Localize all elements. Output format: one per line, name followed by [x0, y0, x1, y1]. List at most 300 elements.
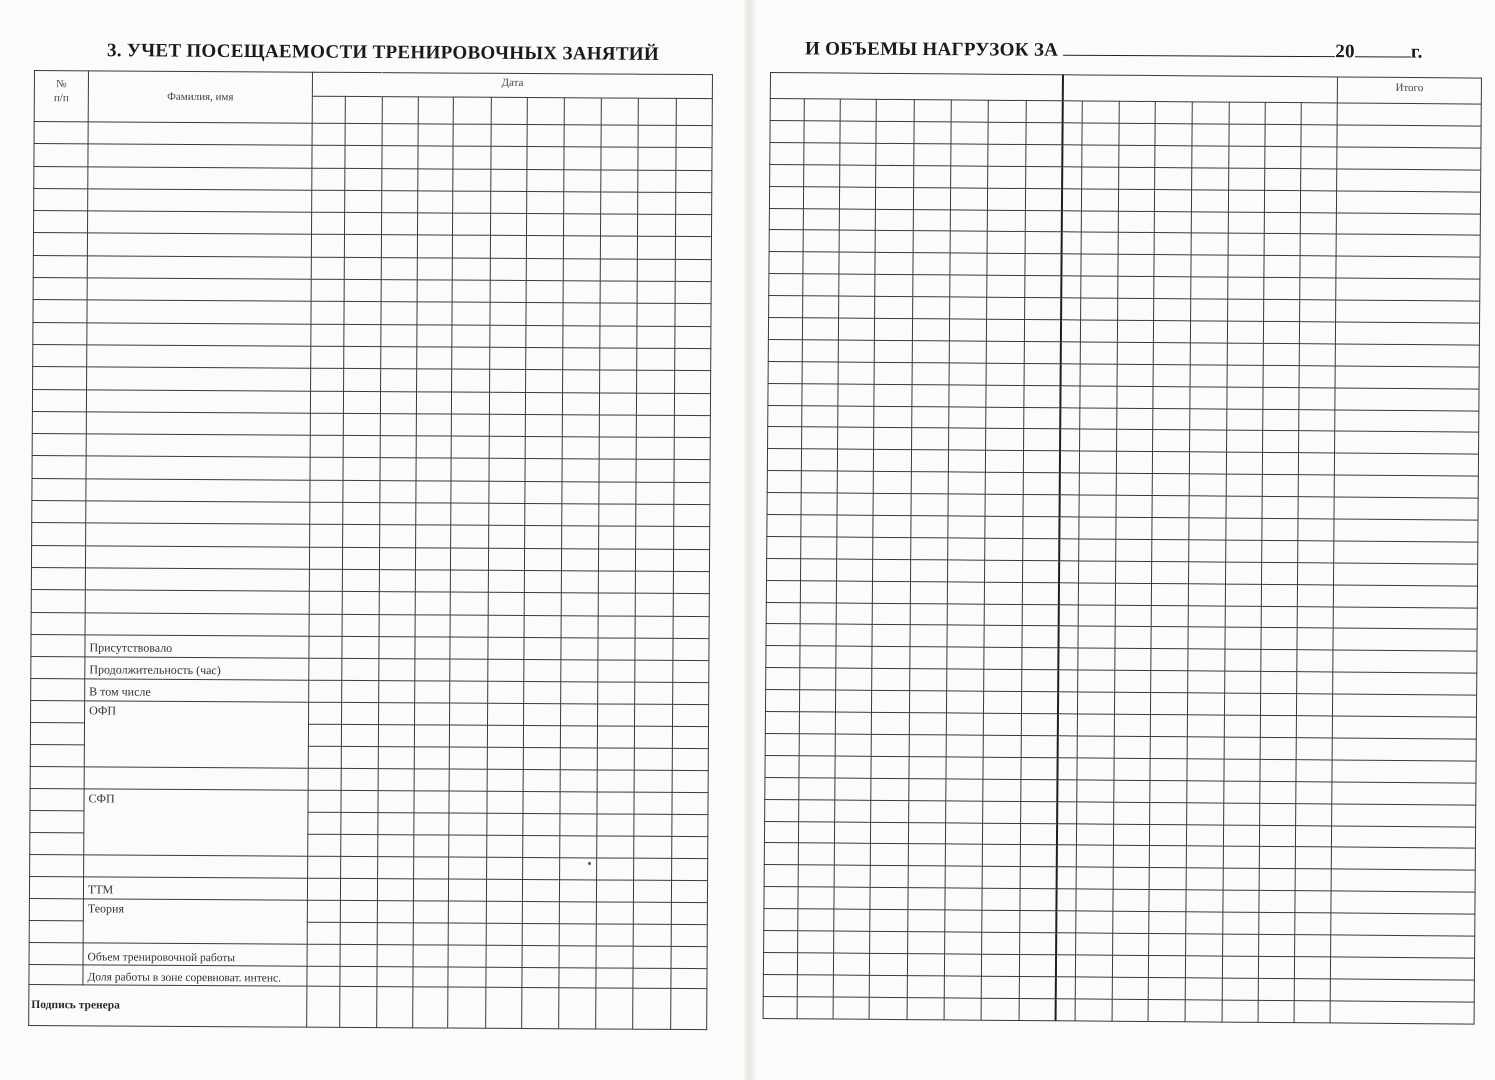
summary-value-cell[interactable]	[633, 968, 671, 988]
attendance-cell[interactable]	[674, 415, 710, 438]
load-cell[interactable]	[873, 537, 911, 559]
summary-value-cell[interactable]	[341, 834, 378, 856]
load-cell[interactable]	[1226, 496, 1262, 518]
load-cell[interactable]	[1186, 912, 1223, 934]
student-name-cell[interactable]	[86, 523, 310, 547]
attendance-cell[interactable]	[599, 459, 636, 482]
load-cell[interactable]	[983, 735, 1021, 757]
attendance-cell[interactable]	[491, 191, 527, 214]
load-cell[interactable]	[1295, 913, 1331, 935]
summary-value-cell[interactable]	[488, 659, 524, 681]
attendance-cell[interactable]	[676, 170, 712, 193]
row-number-cell[interactable]	[32, 434, 86, 457]
load-cell[interactable]	[1294, 956, 1330, 978]
summary-value-cell[interactable]	[340, 878, 377, 900]
load-cell[interactable]	[1118, 189, 1154, 211]
load-cell[interactable]	[1021, 801, 1057, 823]
attendance-cell[interactable]	[451, 414, 489, 437]
attendance-cell[interactable]	[526, 236, 563, 259]
load-cell[interactable]	[835, 712, 871, 734]
load-cell[interactable]	[799, 690, 835, 712]
attendance-cell[interactable]	[636, 415, 674, 438]
row-number-cell[interactable]	[33, 367, 87, 390]
summary-value-cell[interactable]	[486, 945, 522, 967]
summary-value-cell[interactable]	[307, 922, 340, 944]
summary-value-cell[interactable]	[488, 703, 524, 725]
attendance-cell[interactable]	[600, 326, 637, 349]
attendance-cell[interactable]	[344, 324, 381, 347]
attendance-cell[interactable]	[345, 190, 382, 213]
attendance-cell[interactable]	[415, 547, 450, 570]
summary-value-cell[interactable]	[448, 923, 486, 945]
summary-value-cell[interactable]	[559, 968, 596, 988]
load-cell[interactable]	[1060, 342, 1080, 364]
summary-value-cell[interactable]	[596, 880, 633, 902]
attendance-cell[interactable]	[343, 436, 380, 459]
summary-value-cell[interactable]	[596, 902, 633, 924]
signature-cell[interactable]	[633, 988, 671, 1029]
load-cell[interactable]	[1191, 233, 1228, 255]
row-number-cell[interactable]	[33, 278, 87, 301]
load-cell[interactable]	[840, 165, 876, 187]
attendance-cell[interactable]	[638, 192, 676, 215]
load-cell[interactable]	[1076, 867, 1113, 889]
load-cell[interactable]	[837, 449, 873, 471]
summary-value-cell[interactable]	[486, 901, 522, 923]
load-cell[interactable]	[1024, 363, 1060, 385]
load-cell[interactable]	[912, 362, 949, 384]
load-cell[interactable]	[1300, 278, 1336, 300]
load-cell[interactable]	[911, 472, 948, 494]
load-cell[interactable]	[798, 865, 834, 887]
attendance-cell[interactable]	[563, 281, 600, 304]
summary-value-cell[interactable]	[449, 791, 487, 813]
summary-value-cell[interactable]	[671, 880, 707, 902]
total-cell[interactable]	[1333, 628, 1477, 651]
load-cell[interactable]	[1296, 738, 1332, 760]
load-cell[interactable]	[840, 143, 876, 165]
load-cell[interactable]	[1225, 628, 1261, 650]
load-cell[interactable]	[1258, 956, 1294, 978]
attendance-cell[interactable]	[417, 280, 452, 303]
load-cell[interactable]	[1059, 517, 1079, 539]
load-cell[interactable]	[800, 580, 836, 602]
student-name-cell[interactable]	[85, 612, 309, 636]
load-cell[interactable]	[1058, 626, 1078, 648]
attendance-cell[interactable]	[600, 281, 637, 304]
load-cell[interactable]	[765, 733, 799, 755]
load-cell[interactable]	[1150, 715, 1187, 737]
summary-value-cell[interactable]	[415, 681, 450, 703]
load-cell[interactable]	[1148, 999, 1185, 1021]
load-cell[interactable]	[804, 165, 840, 187]
load-cell[interactable]	[912, 406, 949, 428]
load-cell[interactable]	[1023, 495, 1059, 517]
attendance-cell[interactable]	[312, 168, 345, 190]
load-cell[interactable]	[1021, 779, 1057, 801]
load-cell[interactable]	[1264, 190, 1300, 212]
student-name-cell[interactable]	[87, 256, 311, 280]
load-cell[interactable]	[1261, 562, 1297, 584]
attendance-cell[interactable]	[636, 482, 674, 505]
attendance-cell[interactable]	[311, 257, 344, 279]
attendance-cell[interactable]	[450, 592, 488, 615]
load-cell[interactable]	[1189, 540, 1226, 562]
summary-value-cell[interactable]	[560, 726, 597, 748]
load-cell[interactable]	[1265, 124, 1301, 146]
load-cell[interactable]	[950, 297, 987, 319]
summary-value-cell[interactable]	[673, 704, 709, 726]
load-cell[interactable]	[984, 648, 1022, 670]
attendance-cell[interactable]	[380, 525, 416, 548]
load-cell[interactable]	[1081, 189, 1118, 211]
summary-value-cell[interactable]	[340, 944, 377, 966]
load-cell[interactable]	[1298, 497, 1334, 519]
attendance-cell[interactable]	[489, 392, 525, 415]
load-cell[interactable]	[1113, 824, 1149, 846]
load-cell[interactable]	[1300, 190, 1336, 212]
attendance-cell[interactable]	[343, 413, 380, 436]
attendance-cell[interactable]	[342, 614, 379, 637]
load-cell[interactable]	[1259, 847, 1295, 869]
load-cell[interactable]	[982, 823, 1020, 845]
load-cell[interactable]	[910, 581, 947, 603]
attendance-cell[interactable]	[415, 614, 450, 637]
load-cell[interactable]	[801, 559, 837, 581]
attendance-cell[interactable]	[416, 414, 451, 437]
attendance-cell[interactable]	[601, 192, 638, 215]
total-cell[interactable]	[1331, 847, 1475, 870]
load-cell[interactable]	[984, 669, 1022, 691]
row-number-cell[interactable]	[32, 389, 86, 412]
load-cell[interactable]	[1021, 757, 1057, 779]
load-cell[interactable]	[766, 580, 800, 602]
load-cell[interactable]	[1191, 211, 1228, 233]
attendance-cell[interactable]	[598, 615, 635, 638]
load-cell[interactable]	[770, 121, 804, 143]
summary-value-cell[interactable]	[596, 924, 633, 946]
summary-value-cell[interactable]	[379, 658, 415, 680]
load-cell[interactable]	[1152, 452, 1189, 474]
load-cell[interactable]	[770, 142, 804, 164]
total-cell[interactable]	[1333, 650, 1477, 673]
load-cell[interactable]	[874, 340, 912, 362]
load-cell[interactable]	[766, 668, 800, 690]
student-name-cell[interactable]	[85, 590, 309, 614]
attendance-cell[interactable]	[311, 279, 344, 301]
attendance-cell[interactable]	[416, 391, 451, 414]
total-cell[interactable]	[1330, 1001, 1474, 1024]
summary-value-cell[interactable]	[448, 879, 486, 901]
load-cell[interactable]	[1263, 321, 1299, 343]
load-cell[interactable]	[1021, 735, 1057, 757]
load-cell[interactable]	[1259, 912, 1295, 934]
load-cell[interactable]	[768, 405, 802, 427]
date-cell[interactable]	[345, 96, 382, 123]
summary-value-cell[interactable]	[598, 660, 635, 682]
load-cell[interactable]	[871, 734, 909, 756]
summary-value-cell[interactable]	[672, 814, 708, 836]
load-cell[interactable]	[1192, 124, 1229, 146]
attendance-cell[interactable]	[675, 259, 711, 282]
load-cell[interactable]	[908, 932, 945, 954]
summary-number-cell[interactable]	[29, 942, 83, 964]
load-cell[interactable]	[1056, 933, 1076, 955]
load-cell[interactable]	[834, 909, 870, 931]
attendance-cell[interactable]	[636, 504, 674, 527]
load-cell[interactable]	[1295, 847, 1331, 869]
load-cell[interactable]	[1020, 911, 1056, 933]
summary-value-cell[interactable]	[634, 726, 672, 748]
summary-value-cell[interactable]	[378, 834, 414, 856]
load-cell[interactable]	[986, 407, 1024, 429]
summary-value-cell[interactable]	[597, 726, 634, 748]
load-cell[interactable]	[987, 297, 1025, 319]
load-cell[interactable]	[982, 866, 1020, 888]
row-number-cell[interactable]	[34, 166, 88, 189]
attendance-cell[interactable]	[344, 213, 381, 236]
total-cell[interactable]	[1331, 891, 1475, 914]
summary-value-cell[interactable]	[307, 900, 340, 922]
attendance-cell[interactable]	[453, 191, 491, 214]
signature-cell[interactable]	[671, 988, 707, 1029]
attendance-cell[interactable]	[637, 326, 675, 349]
total-cell[interactable]	[1336, 278, 1480, 301]
row-number-cell[interactable]	[34, 122, 88, 145]
student-name-cell[interactable]	[87, 300, 311, 324]
attendance-cell[interactable]	[417, 325, 452, 348]
summary-value-cell[interactable]	[448, 967, 486, 987]
load-cell[interactable]	[1080, 429, 1117, 451]
load-cell[interactable]	[1229, 102, 1265, 124]
load-cell[interactable]	[1192, 102, 1229, 124]
load-cell[interactable]	[1150, 802, 1187, 824]
summary-value-cell[interactable]	[308, 856, 341, 878]
load-cell[interactable]	[1058, 604, 1078, 626]
load-cell[interactable]	[1078, 561, 1115, 583]
row-number-cell[interactable]	[34, 144, 88, 167]
load-cell[interactable]	[1298, 519, 1334, 541]
load-cell[interactable]	[1058, 648, 1078, 670]
load-cell[interactable]	[1020, 823, 1056, 845]
attendance-cell[interactable]	[525, 414, 562, 437]
load-cell[interactable]	[768, 318, 802, 340]
load-cell[interactable]	[1187, 802, 1224, 824]
attendance-cell[interactable]	[491, 124, 527, 147]
load-cell[interactable]	[946, 779, 983, 801]
attendance-cell[interactable]	[380, 436, 416, 459]
total-cell[interactable]	[1336, 234, 1480, 257]
load-cell[interactable]	[910, 669, 947, 691]
load-cell[interactable]	[1225, 606, 1261, 628]
load-cell[interactable]	[1261, 672, 1297, 694]
load-cell[interactable]	[1154, 189, 1191, 211]
load-cell[interactable]	[872, 625, 910, 647]
attendance-cell[interactable]	[563, 214, 600, 237]
load-cell[interactable]	[948, 538, 985, 560]
load-cell[interactable]	[1226, 452, 1262, 474]
load-cell[interactable]	[802, 318, 838, 340]
load-cell[interactable]	[1079, 517, 1116, 539]
summary-number-cell[interactable]	[30, 766, 84, 788]
load-cell[interactable]	[1297, 628, 1333, 650]
load-cell[interactable]	[1259, 869, 1295, 891]
row-number-cell[interactable]	[33, 322, 87, 345]
load-cell[interactable]	[1150, 758, 1187, 780]
student-name-cell[interactable]	[88, 189, 312, 213]
attendance-cell[interactable]	[415, 570, 450, 593]
load-cell[interactable]	[983, 713, 1021, 735]
load-cell[interactable]	[1115, 670, 1151, 692]
load-cell[interactable]	[1021, 714, 1057, 736]
load-cell[interactable]	[1227, 321, 1263, 343]
load-cell[interactable]	[869, 953, 907, 975]
attendance-cell[interactable]	[637, 259, 675, 282]
row-number-cell[interactable]	[32, 523, 86, 546]
load-cell[interactable]	[950, 253, 987, 275]
load-cell[interactable]	[1259, 934, 1295, 956]
load-cell[interactable]	[1192, 146, 1229, 168]
load-cell[interactable]	[950, 209, 987, 231]
summary-value-cell[interactable]	[378, 812, 414, 834]
load-cell[interactable]	[1261, 584, 1297, 606]
load-cell[interactable]	[910, 647, 947, 669]
attendance-cell[interactable]	[676, 192, 712, 215]
load-cell[interactable]	[1075, 999, 1112, 1021]
load-cell[interactable]	[1056, 867, 1076, 889]
attendance-cell[interactable]	[674, 460, 710, 483]
load-cell[interactable]	[833, 975, 869, 997]
attendance-cell[interactable]	[344, 302, 381, 325]
load-cell[interactable]	[1020, 932, 1056, 954]
summary-value-cell[interactable]	[450, 703, 488, 725]
attendance-cell[interactable]	[564, 125, 601, 148]
attendance-cell[interactable]	[311, 368, 344, 390]
load-cell[interactable]	[1154, 233, 1191, 255]
attendance-cell[interactable]	[673, 549, 709, 572]
load-cell[interactable]	[1228, 255, 1264, 277]
load-cell[interactable]	[1225, 649, 1261, 671]
attendance-cell[interactable]	[312, 190, 345, 212]
load-cell[interactable]	[1224, 759, 1260, 781]
load-cell[interactable]	[1259, 891, 1295, 913]
attendance-cell[interactable]	[524, 570, 561, 593]
attendance-cell[interactable]	[563, 370, 600, 393]
load-cell[interactable]	[799, 777, 835, 799]
load-cell[interactable]	[911, 538, 948, 560]
summary-value-cell[interactable]	[633, 924, 671, 946]
load-cell[interactable]	[763, 974, 797, 996]
load-cell[interactable]	[984, 582, 1022, 604]
attendance-cell[interactable]	[312, 145, 345, 167]
attendance-cell[interactable]	[673, 616, 709, 639]
load-cell[interactable]	[908, 822, 945, 844]
summary-value-cell[interactable]	[522, 945, 559, 967]
total-cell[interactable]	[1332, 738, 1476, 761]
load-cell[interactable]	[1149, 890, 1186, 912]
attendance-cell[interactable]	[381, 369, 417, 392]
load-cell[interactable]	[987, 254, 1025, 276]
summary-value-cell[interactable]	[449, 813, 487, 835]
load-cell[interactable]	[1186, 868, 1223, 890]
attendance-cell[interactable]	[343, 391, 380, 414]
load-cell[interactable]	[1153, 321, 1190, 343]
attendance-cell[interactable]	[450, 548, 488, 571]
load-cell[interactable]	[1229, 146, 1265, 168]
load-cell[interactable]	[1222, 1000, 1258, 1022]
attendance-cell[interactable]	[310, 502, 343, 524]
attendance-cell[interactable]	[637, 370, 675, 393]
attendance-cell[interactable]	[525, 526, 562, 549]
summary-value-cell[interactable]	[523, 835, 560, 857]
summary-value-cell[interactable]	[448, 901, 486, 923]
load-cell[interactable]	[875, 275, 913, 297]
load-cell[interactable]	[1186, 846, 1223, 868]
load-cell[interactable]	[1294, 1000, 1330, 1022]
student-name-cell[interactable]	[88, 122, 312, 146]
summary-value-cell[interactable]	[486, 879, 522, 901]
load-cell[interactable]	[833, 997, 869, 1019]
load-cell[interactable]	[802, 405, 838, 427]
load-cell[interactable]	[801, 493, 837, 515]
load-cell[interactable]	[1148, 955, 1185, 977]
summary-value-cell[interactable]	[341, 856, 378, 878]
load-cell[interactable]	[1263, 343, 1299, 365]
summary-value-cell[interactable]	[635, 638, 673, 660]
load-cell[interactable]	[1025, 298, 1061, 320]
load-cell[interactable]	[770, 164, 804, 186]
summary-value-cell[interactable]	[449, 725, 487, 747]
summary-value-cell[interactable]	[524, 681, 561, 703]
load-cell[interactable]	[1076, 845, 1113, 867]
attendance-cell[interactable]	[562, 504, 599, 527]
summary-value-cell[interactable]	[413, 967, 448, 987]
load-cell[interactable]	[909, 778, 946, 800]
load-cell[interactable]	[1057, 692, 1077, 714]
load-cell[interactable]	[768, 339, 802, 361]
load-cell[interactable]	[944, 954, 981, 976]
load-cell[interactable]	[945, 888, 982, 910]
load-cell[interactable]	[1062, 167, 1082, 189]
attendance-cell[interactable]	[638, 147, 676, 170]
load-cell[interactable]	[946, 691, 983, 713]
load-cell[interactable]	[1079, 473, 1116, 495]
load-cell[interactable]	[764, 865, 798, 887]
load-cell[interactable]	[1263, 431, 1299, 453]
load-cell[interactable]	[983, 757, 1021, 779]
load-cell[interactable]	[1080, 408, 1117, 430]
total-cell[interactable]	[1332, 760, 1476, 783]
attendance-cell[interactable]	[599, 393, 636, 416]
load-cell[interactable]	[1059, 473, 1079, 495]
summary-value-cell[interactable]	[309, 658, 342, 680]
load-cell[interactable]	[912, 428, 949, 450]
load-cell[interactable]	[1024, 385, 1060, 407]
summary-value-cell[interactable]	[672, 726, 708, 748]
load-cell[interactable]	[1118, 298, 1154, 320]
attendance-cell[interactable]	[382, 124, 418, 147]
load-cell[interactable]	[1224, 693, 1260, 715]
date-cell[interactable]	[601, 98, 638, 125]
load-cell[interactable]	[985, 451, 1023, 473]
load-cell[interactable]	[1299, 387, 1335, 409]
load-cell[interactable]	[768, 427, 802, 449]
total-cell[interactable]	[1330, 979, 1474, 1002]
summary-value-cell[interactable]	[673, 682, 709, 704]
load-cell[interactable]	[911, 559, 948, 581]
summary-number-cell[interactable]	[31, 700, 85, 722]
load-cell[interactable]	[914, 100, 951, 122]
